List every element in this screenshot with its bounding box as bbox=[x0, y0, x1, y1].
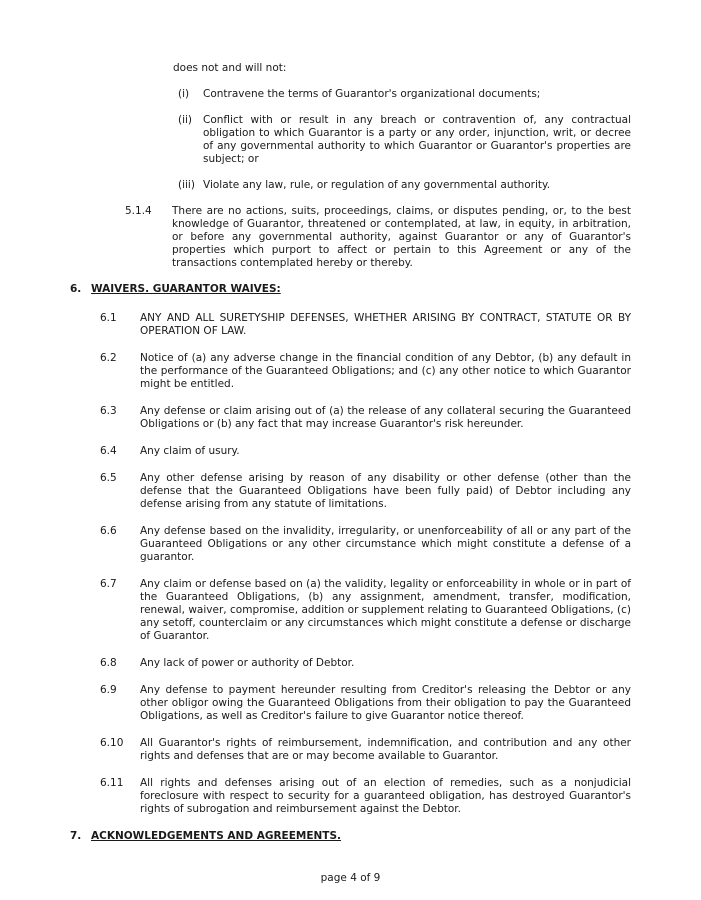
clause-6-2 bbox=[100, 352, 631, 391]
list-item-text: Violate any law, rule, or regulation of any governmental authority. bbox=[203, 179, 551, 191]
section-7-heading bbox=[70, 830, 631, 843]
section-6-heading bbox=[70, 283, 631, 296]
section-title: WAIVERS. GUARANTOR WAIVES: bbox=[91, 283, 281, 295]
clause-text: There are no actions, suits, proceedings, claims, or disputes pending, or, to the best knowledge of Guarantor, threatened or contemplated, at law, in equity, in arbitration, or before any governmental authority, against Guarantor or any of Guarantor's properties which purport to affect or pertain to this Agreement or any of the transactions contemplated hereby or thereby. bbox=[172, 205, 631, 269]
page-footer: page 4 of 9 bbox=[320, 872, 381, 884]
section-number: 7. bbox=[70, 830, 82, 842]
clause-number: 6.3 bbox=[100, 405, 117, 417]
clause-number: 6.4 bbox=[100, 445, 117, 457]
clause-text: Any claim or defense based on (a) the validity, legality or enforceability in whole or in part of the Guaranteed Obligations, (b) any assignment, amendment, transfer, modification, renewal, waiver, compromise, addition or supplement relating to Guaranteed Obligations, (c) any setoff, counterclaim or any circumstances which might constitute a defense or discharge of Guarantor. bbox=[140, 578, 631, 642]
clause-number: 6.2 bbox=[100, 352, 117, 364]
list-item-text: Conflict with or result in any breach or contravention of, any contractual obligation to which Guarantor is a party or any order, injunction, writ, or decree of any governmental authority to which Guarantor or Guarantor's properties are subject; or bbox=[203, 114, 631, 165]
clause-6-5 bbox=[100, 472, 631, 511]
clause-6-6 bbox=[100, 525, 631, 564]
clause-6-11 bbox=[100, 777, 631, 816]
list-marker: (iii) bbox=[178, 179, 195, 191]
list-item-roman-iii bbox=[178, 179, 631, 192]
clause-text: Any defense or claim arising out of (a) the release of any collateral securing the Guaranteed Obligations or (b) any fact that may increase Guarantor's risk hereunder. bbox=[140, 405, 631, 430]
list-item-text: Contravene the terms of Guarantor's organizational documents; bbox=[203, 88, 541, 100]
list-marker: (i) bbox=[178, 88, 190, 100]
clause-text: All rights and defenses arising out of an election of remedies, such as a nonjudicial foreclosure with respect to security for a guaranteed obligation, has destroyed Guarantor's rights of subrogation and reimbursement against the Debtor. bbox=[140, 777, 631, 815]
clause-number: 6.1 bbox=[100, 312, 117, 324]
clause-number: 6.8 bbox=[100, 657, 117, 669]
clause-number: 6.11 bbox=[100, 777, 124, 789]
clause-6-1 bbox=[100, 312, 631, 338]
clause-text: ANY AND ALL SURETYSHIP DEFENSES, WHETHER ARISING BY CONTRACT, STATUTE OR BY OPERATION OF LAW. bbox=[140, 312, 631, 337]
clause-5-1-4 bbox=[125, 205, 631, 270]
section-title: ACKNOWLEDGEMENTS AND AGREEMENTS. bbox=[91, 830, 342, 842]
clause-6-8 bbox=[100, 657, 631, 670]
section-number: 6. bbox=[70, 283, 82, 295]
clause-text: Any defense based on the invalidity, irregularity, or unenforceability of all or any part of the Guaranteed Obligations or any other circumstance which might constitute a defense of a guarantor. bbox=[140, 525, 631, 563]
clause-6-10 bbox=[100, 737, 631, 763]
clause-text: All Guarantor's rights of reimbursement, indemnification, and contribution and any other rights and defenses that are or may become available to Guarantor. bbox=[140, 737, 631, 762]
clause-number: 5.1.4 bbox=[125, 205, 152, 217]
clause-number: 6.6 bbox=[100, 525, 117, 537]
document-content bbox=[70, 62, 631, 859]
list-marker: (ii) bbox=[178, 114, 193, 126]
clause-6-3 bbox=[100, 405, 631, 431]
clause-number: 6.7 bbox=[100, 578, 117, 590]
list-item-roman-i bbox=[178, 88, 631, 101]
clause-text: Any lack of power or authority of Debtor. bbox=[140, 657, 355, 669]
clause-number: 6.5 bbox=[100, 472, 117, 484]
intro-clause: does not and will not: bbox=[173, 62, 287, 74]
clause-text: Notice of (a) any adverse change in the financial condition of any Debtor, (b) any default in the performance of the Guaranteed Obligations; and (c) any other notice to which Guarantor might be entitled. bbox=[140, 352, 631, 390]
clause-text: Any claim of usury. bbox=[140, 445, 240, 457]
clause-6-7 bbox=[100, 578, 631, 643]
clause-6-9 bbox=[100, 684, 631, 723]
clause-6-4 bbox=[100, 445, 631, 458]
clause-text: Any defense to payment hereunder resulting from Creditor's releasing the Debtor or any other obligor owing the Guaranteed Obligations from their obligation to pay the Guaranteed Obligations, as well as Creditor's failure to give Guarantor notice thereof. bbox=[140, 684, 631, 722]
clause-text: Any other defense arising by reason of any disability or other defense (other than the defense that the Guaranteed Obligations have been fully paid) of Debtor including any defense arising from any statute of limitations. bbox=[140, 472, 631, 510]
clause-number: 6.9 bbox=[100, 684, 117, 696]
list-item-roman-ii bbox=[178, 114, 631, 166]
clause-number: 6.10 bbox=[100, 737, 124, 749]
